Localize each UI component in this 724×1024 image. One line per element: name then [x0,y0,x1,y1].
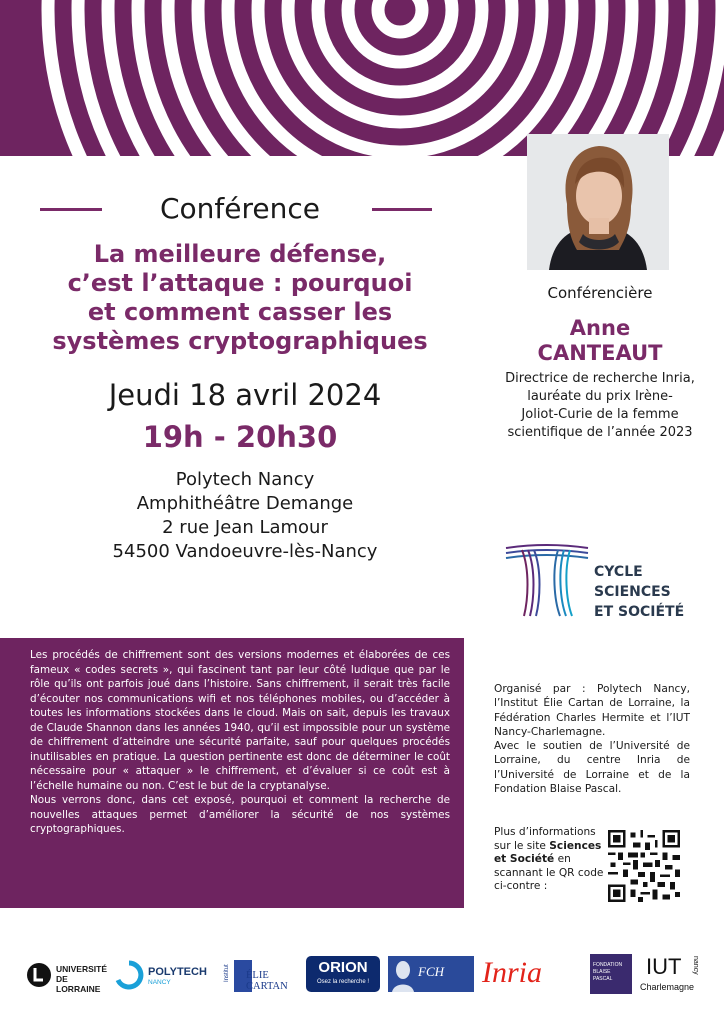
speaker-last-name: CANTEAUT [537,341,663,365]
fch-name: FCH [418,964,444,979]
venue-line: Polytech Nancy [175,469,315,490]
speaker-bio [480,370,720,442]
venue-line: 2 rue Jean Lamour [162,517,328,538]
logo-inria [482,952,580,996]
fbp-line: PASCAL [593,976,613,982]
organized-by-text: Organisé par : Polytech Nancy, l’Institut Élie Cartan de Lorraine, la Fédération Charles Hermite et l’IUT Nancy-Charlemagne. [494,683,690,738]
polytech-name: POLYTECH [148,966,207,978]
speaker-bio-line: Directrice de recherche Inria, [505,371,695,386]
event-date: Jeudi 18 avril 2024 [108,378,382,412]
talk-title-line: systèmes cryptographiques [52,327,428,355]
cycle-sciences-logo-icon [502,540,592,620]
fbp-line: FONDATION [593,962,623,968]
venue-line: Amphithéâtre Demange [136,493,354,514]
logo-institut-elie-cartan [224,952,300,996]
logo-iut-nancy-charlemagne [640,952,702,996]
cycle-line: CYCLE [594,564,643,580]
qr-code-icon[interactable] [608,830,680,902]
event-time: 19h - 20h30 [142,420,338,454]
event-venue [60,468,430,564]
orion-sub: Osez la recherche ! [316,979,370,985]
ul-line: UNIVERSITÉ [56,964,108,974]
ul-line: DE LORRAINE [56,974,101,994]
polytech-sub: NANCY [148,979,171,986]
speaker-role: Conférencière [547,284,653,302]
ul-mark-icon [26,962,52,988]
orion-name: ORION [318,959,368,976]
cycle-sciences-wordmark [594,562,714,622]
venue-line: 54500 Vandoeuvre-lès-Nancy [112,541,378,562]
inria-name: Inria [482,956,542,989]
title-rule-right [372,208,432,211]
more-info-site-link[interactable]: Sciences et Société [494,839,602,865]
logo-polytech-nancy [114,952,220,996]
cycle-line: SCIENCES [594,584,671,600]
abstract-paragraph: Les procédés de chiffrement sont des versions modernes et élaborées de ces fameux « codes secrets », qui fascinent tant par leur côté ludique que par le rôle qu’ils ont parfois joué dans l’histoire. Sans chiffrement, il serait très facile d’écouter nos communications wifi et nos téléphones mobiles, ou d’accéder à toutes les informations stockées dans le cloud. Mais on sait, depuis les travaux de Claude Shannon dans les années 1940, qu’il est impossible pour un système de chiffrement d’atteindre une sécurité parfaite, sauf pour quelques procédés inutilisables en pratique. La question pertinente est donc de déterminer le coût nécessaire pour « attaquer » le chiffrement, et d’évaluer si ce coût est à l’échelle humaine ou non. C’est le but de la cryptanalyse. [30,649,450,792]
talk-title-line: La meilleure défense, [93,240,387,268]
speaker-bio-line: Joliot-Curie de la femme [521,407,679,422]
logo-fondation-blaise-pascal [590,954,632,994]
polytech-mark-icon [114,960,144,990]
iut-name: IUT [646,954,682,979]
speaker-bio-line: lauréate du prix Irène- [527,389,673,404]
support-text: Avec le soutien de l’Université de Lorraine, du centre Inria de l’Université de Lorraine et de la Fondation Blaise Pascal. [494,740,690,796]
logo-universite-de-lorraine [26,952,112,996]
abstract-text [30,648,450,837]
event-type-heading: Conférence [159,192,320,225]
title-rule-left [40,208,102,211]
iut-sub: Charlemagne [640,982,695,992]
talk-title-line: et comment casser les [87,298,393,326]
speaker-bio-line: scientifique de l’année 2023 [507,425,693,440]
more-info-text [494,826,606,894]
iecl-name: ÉLIE CARTAN [246,970,288,992]
speaker-first-name: Anne [569,316,631,340]
talk-title-line: c’est l’attaque : pourquoi [67,269,413,297]
speaker-name [480,316,720,366]
speaker-photo [527,134,669,270]
organizers-block [494,682,690,796]
fch-portrait-icon [390,956,416,992]
talk-title [20,240,460,356]
more-info-prefix: Plus d’informations sur le site [494,826,596,852]
cycle-line: ET SOCIÉTÉ [594,604,685,620]
logo-federation-charles-hermite [388,956,474,992]
abstract-paragraph: Nous verrons donc, dans cet exposé, pourquoi et comment la recherche de nouvelles attaques permet d’améliorer la sécurité de nos systèmes cryptographiques. [30,794,450,835]
more-info-suffix: en scannant le QR code ci-contre : [494,853,604,892]
iut-side: nancy [692,956,699,975]
iecl-vertical: Institut [224,964,230,982]
logo-orion [306,956,380,992]
fbp-line: BLAISE [593,969,611,975]
